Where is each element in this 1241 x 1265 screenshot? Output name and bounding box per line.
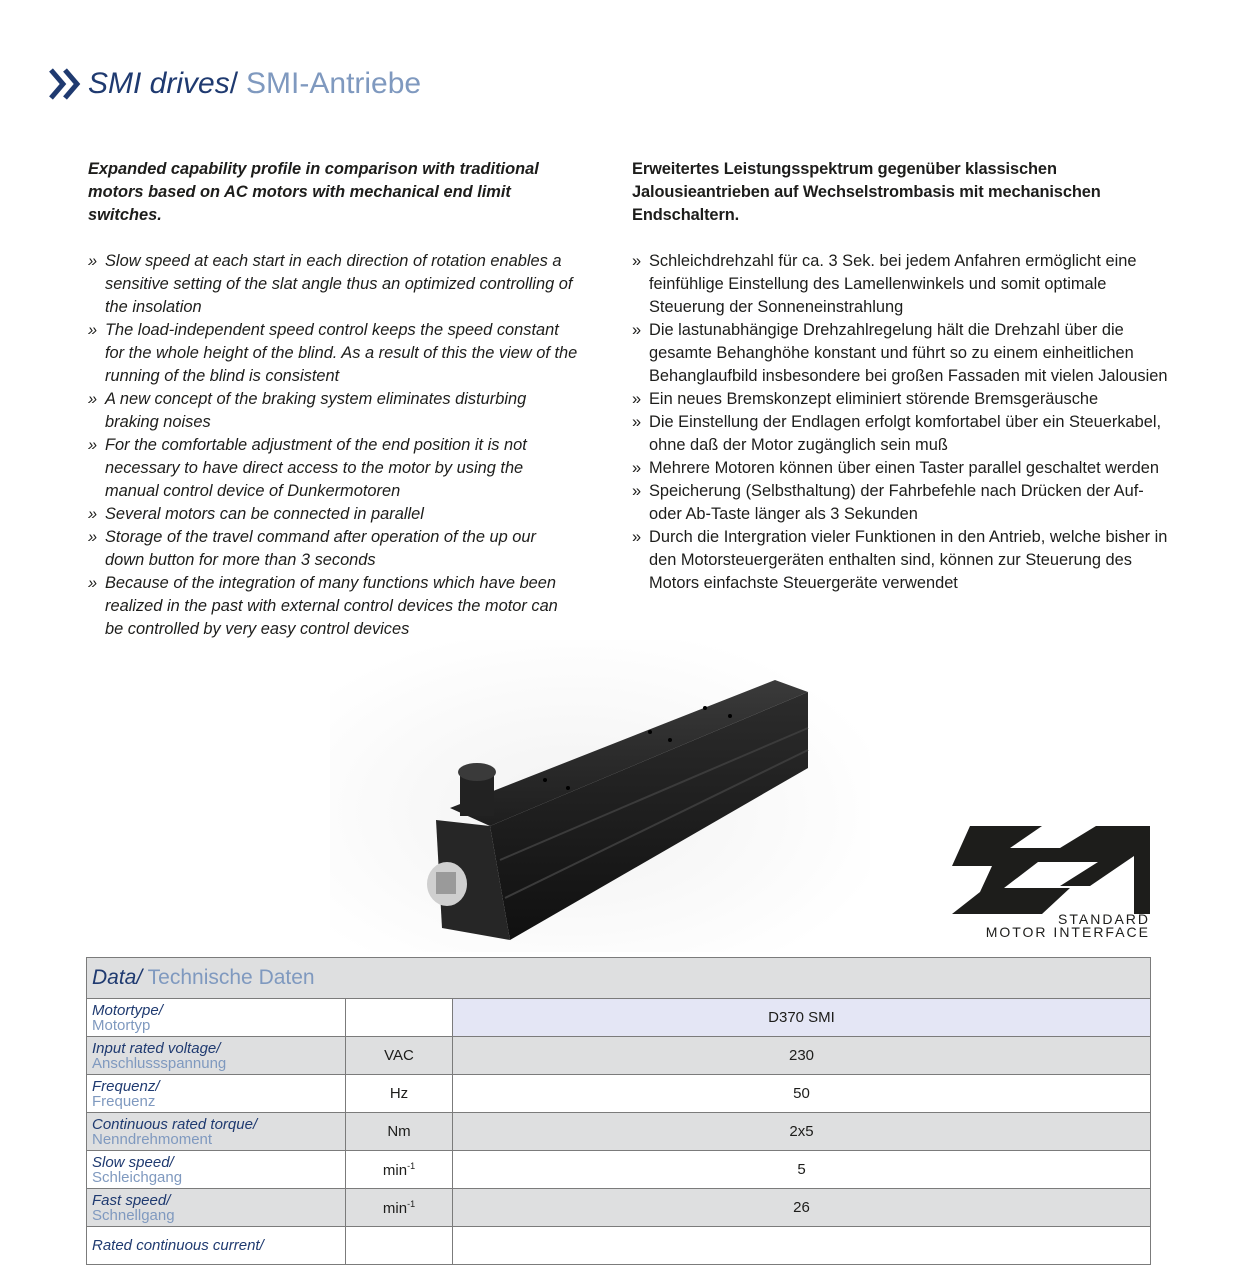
table-title-de: Technische Daten bbox=[147, 966, 315, 989]
list-item: » Storage of the travel command after operation of the up our down button for more than 3 seconds bbox=[88, 528, 536, 569]
page-title-en: SMI drives bbox=[88, 67, 230, 100]
list-item: » Ein neues Bremskonzept eliminiert störende Bremsgeräusche bbox=[632, 390, 1099, 408]
title-separator: / bbox=[229, 67, 239, 100]
logo-line-1: STANDARD bbox=[1058, 911, 1150, 927]
smi-logo bbox=[950, 826, 1150, 938]
table-row: Continuous rated torque/ Nenndrehmoment Nm 2x5 bbox=[87, 1113, 1151, 1151]
table-row: Slow speed/ Schleichgang $\min^{-1}$ 5 bbox=[87, 1151, 1151, 1189]
list-item: » Durch die Intergration vieler Funktionen in den Antrieb, welche bisher in den Motorsteuergeräten enthalten sind, können zur Steuerung des Motors einfachste Steuergeräte verwendet bbox=[632, 528, 1168, 592]
table-row: Input rated voltage/ Anschlussspannung VAC 230 bbox=[87, 1037, 1151, 1075]
double-chevron-icon bbox=[48, 67, 82, 101]
list-item: » Schleichdrehzahl für ca. 3 Sek. bei jedem Anfahren ermöglicht eine feinfühlige Einstellung des Lamellenwinkels und somit optimale Steuerung der Sonneneinstrahlung bbox=[632, 252, 1137, 316]
list-item: » Die Einstellung der Endlagen erfolgt komfortabel über ein Steuerkabel, ohne daß der Motor zugänglich sein muß bbox=[632, 413, 1162, 454]
list-item: » Die lastunabhängige Drehzahlregelung hält die Drehzahl über die gesamte Behanghöhe konstant und führt so zu einem einheitlichen Behanglaufbild insbesondere bei großen Fassaden mit vielen Jalousien bbox=[632, 321, 1168, 385]
english-column bbox=[88, 158, 578, 641]
page-title-de: SMI-Antriebe bbox=[246, 67, 422, 100]
page-header bbox=[48, 64, 421, 104]
list-item: » Mehrere Motoren können über einen Taster parallel geschaltet werden bbox=[632, 459, 1159, 477]
list-item: » Speicherung (Selbsthaltung) der Fahrbefehle nach Drücken der Auf- oder Ab-Taste länger als 3 Sekunden bbox=[632, 482, 1144, 523]
list-item: » A new concept of the braking system eliminates disturbing braking noises bbox=[88, 390, 527, 431]
table-header: Data/ Technische Daten bbox=[87, 958, 1151, 999]
table-row: Fast speed/ Schnellgang $\min^{-1}$ 26 bbox=[87, 1189, 1151, 1227]
table-row: Motortype/ Motortyp D370 SMI bbox=[87, 999, 1151, 1037]
english-intro: Expanded capability profile in comparison with traditional motors based on AC motors with mechanical end limit switches. bbox=[88, 160, 539, 224]
german-intro: Erweitertes Leistungsspektrum gegenüber klassischen Jalousieantrieben auf Wechselstrombasis mit mechanischen Endschaltern. bbox=[632, 160, 1101, 224]
technical-data-table bbox=[86, 957, 1151, 1265]
german-bullet-list bbox=[632, 250, 1172, 595]
table-title-en: Data bbox=[92, 966, 137, 989]
list-item: » Because of the integration of many functions which have been realized in the past with external control devices the motor can be controlled by very easy control devices bbox=[88, 574, 558, 638]
table-row: Rated continuous current/ bbox=[87, 1227, 1151, 1265]
list-item: » Several motors can be connected in parallel bbox=[88, 505, 424, 523]
list-item: » For the comfortable adjustment of the end position it is not necessary to have direct access to the motor by using the manual control device of Dunkermotoren bbox=[88, 436, 527, 500]
english-bullet-list bbox=[88, 250, 578, 641]
list-item: » The load-independent speed control keeps the speed constant for the whole height of the blind. As a result of this the view of the running of the blind is consistent bbox=[88, 321, 578, 385]
german-column bbox=[632, 158, 1172, 595]
motor-product-image bbox=[330, 640, 870, 952]
logo-line-2: MOTOR INTERFACE bbox=[985, 924, 1150, 938]
table-row: Frequenz/ Frequenz Hz 50 bbox=[87, 1075, 1151, 1113]
list-item: » Slow speed at each start in each direction of rotation enables a sensitive setting of the slat angle thus an optimized controlling of the insolation bbox=[88, 252, 573, 316]
